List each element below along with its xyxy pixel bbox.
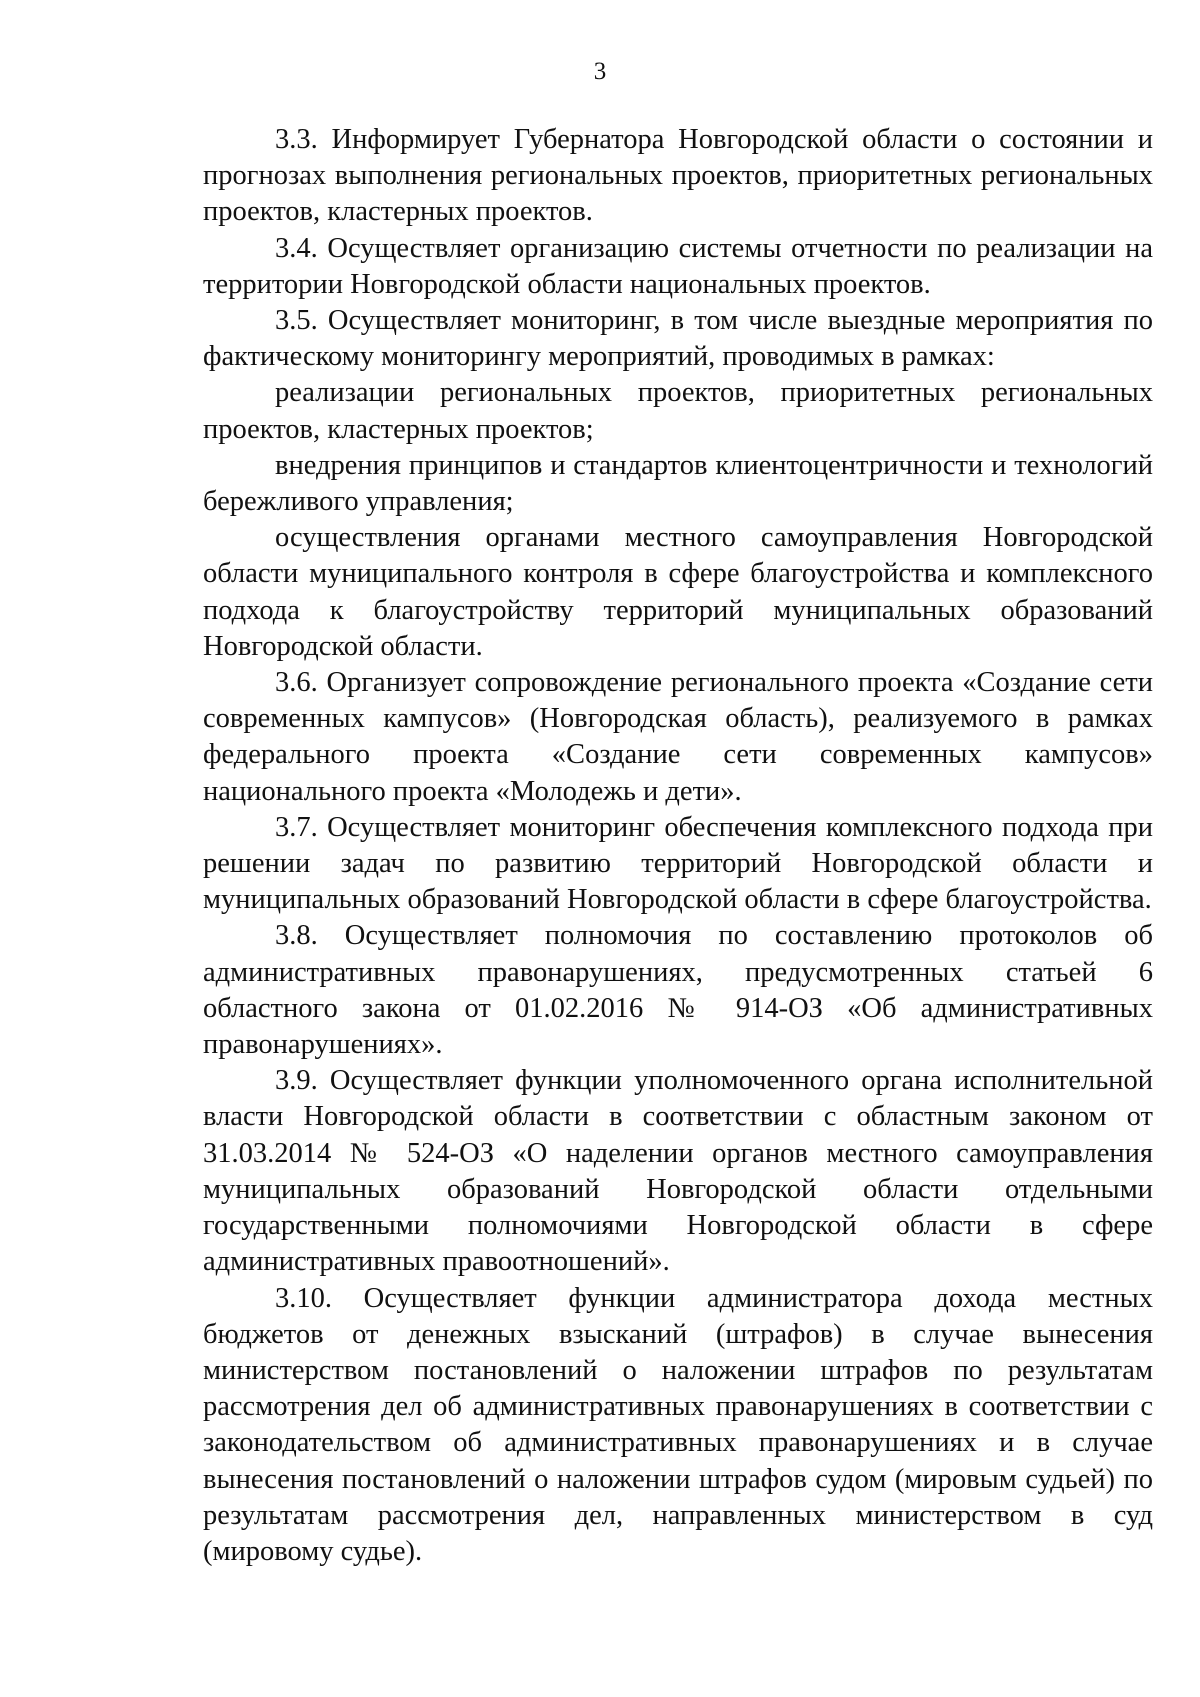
paragraph-3-5: 3.5. Осуществляет мониторинг, в том числе выездные мероприятия по фактическому мониторингу мероприятий, проводимых в рамках:	[203, 305, 1153, 373]
paragraph-3-9: 3.9. Осуществляет функции уполномоченного органа исполнительной власти Новгородской области в соответствии с областным законом от 31.03.2014 № 524-ОЗ «О наделении органов местного самоуправления муниципальных образований Новгородской области отдельными государственными полномочиями Новгородской области в сфере административных правоотношений».	[203, 1065, 1153, 1278]
paragraph-3-3: 3.3. Информирует Губернатора Новгородской области о состоянии и прогнозах выполнения региональных проектов, приоритетных региональных проектов, кластерных проектов.	[203, 124, 1153, 228]
list-item-client-centricity: внедрения принципов и стандартов клиентоцентричности и технологий бережливого управления;	[203, 449, 1153, 518]
paragraph-3-8: 3.8. Осуществляет полномочия по составлению протоколов об административных правонарушениях, предусмотренных статьей 6 областного закона от 01.02.2016 № 914-ОЗ «Об административных правонарушениях».	[203, 920, 1153, 1061]
document-body	[203, 122, 1153, 1570]
paragraph-3-7: 3.7. Осуществляет мониторинг обеспечения комплексного подхода при решении задач по развитию территорий Новгородской области и муниципальных образований Новгородской области в сфере благоустройства.	[203, 811, 1153, 916]
list-item-municipal-control: осуществления органами местного самоуправления Новгородской области муниципального контроля в сфере благоустройства и комплексного подхода к благоустройству территорий муниципальных образований Новгородской области.	[203, 522, 1153, 662]
page-number: 3	[593, 58, 607, 85]
paragraph-3-6: 3.6. Организует сопровождение регионального проекта «Создание сети современных кампусов» (Новгородская область), реализуемого в рамках федерального проекта «Создание сети современных кампусов» национального проекта «Молодежь и дети».	[203, 667, 1153, 807]
paragraph-3-4: 3.4. Осуществляет организацию системы отчетности по реализации на территории Новгородской области национальных проектов.	[203, 232, 1153, 300]
paragraph-3-10: 3.10. Осуществляет функции администратора дохода местных бюджетов от денежных взысканий (штрафов) в случае вынесения министерством постановлений о наложении штрафов по результатам рассмотрения дел об административных правонарушениях в соответствии с законодательством об административных правонарушениях и в случае вынесения постановлений о наложении штрафов судом (мировым судьей) по результатам рассмотрения дел, направленных министерством в суд (мировому судье).	[203, 1282, 1153, 1567]
list-item-regional-projects: реализации региональных проектов, приоритетных региональных проектов, кластерных проектов;	[203, 377, 1153, 445]
